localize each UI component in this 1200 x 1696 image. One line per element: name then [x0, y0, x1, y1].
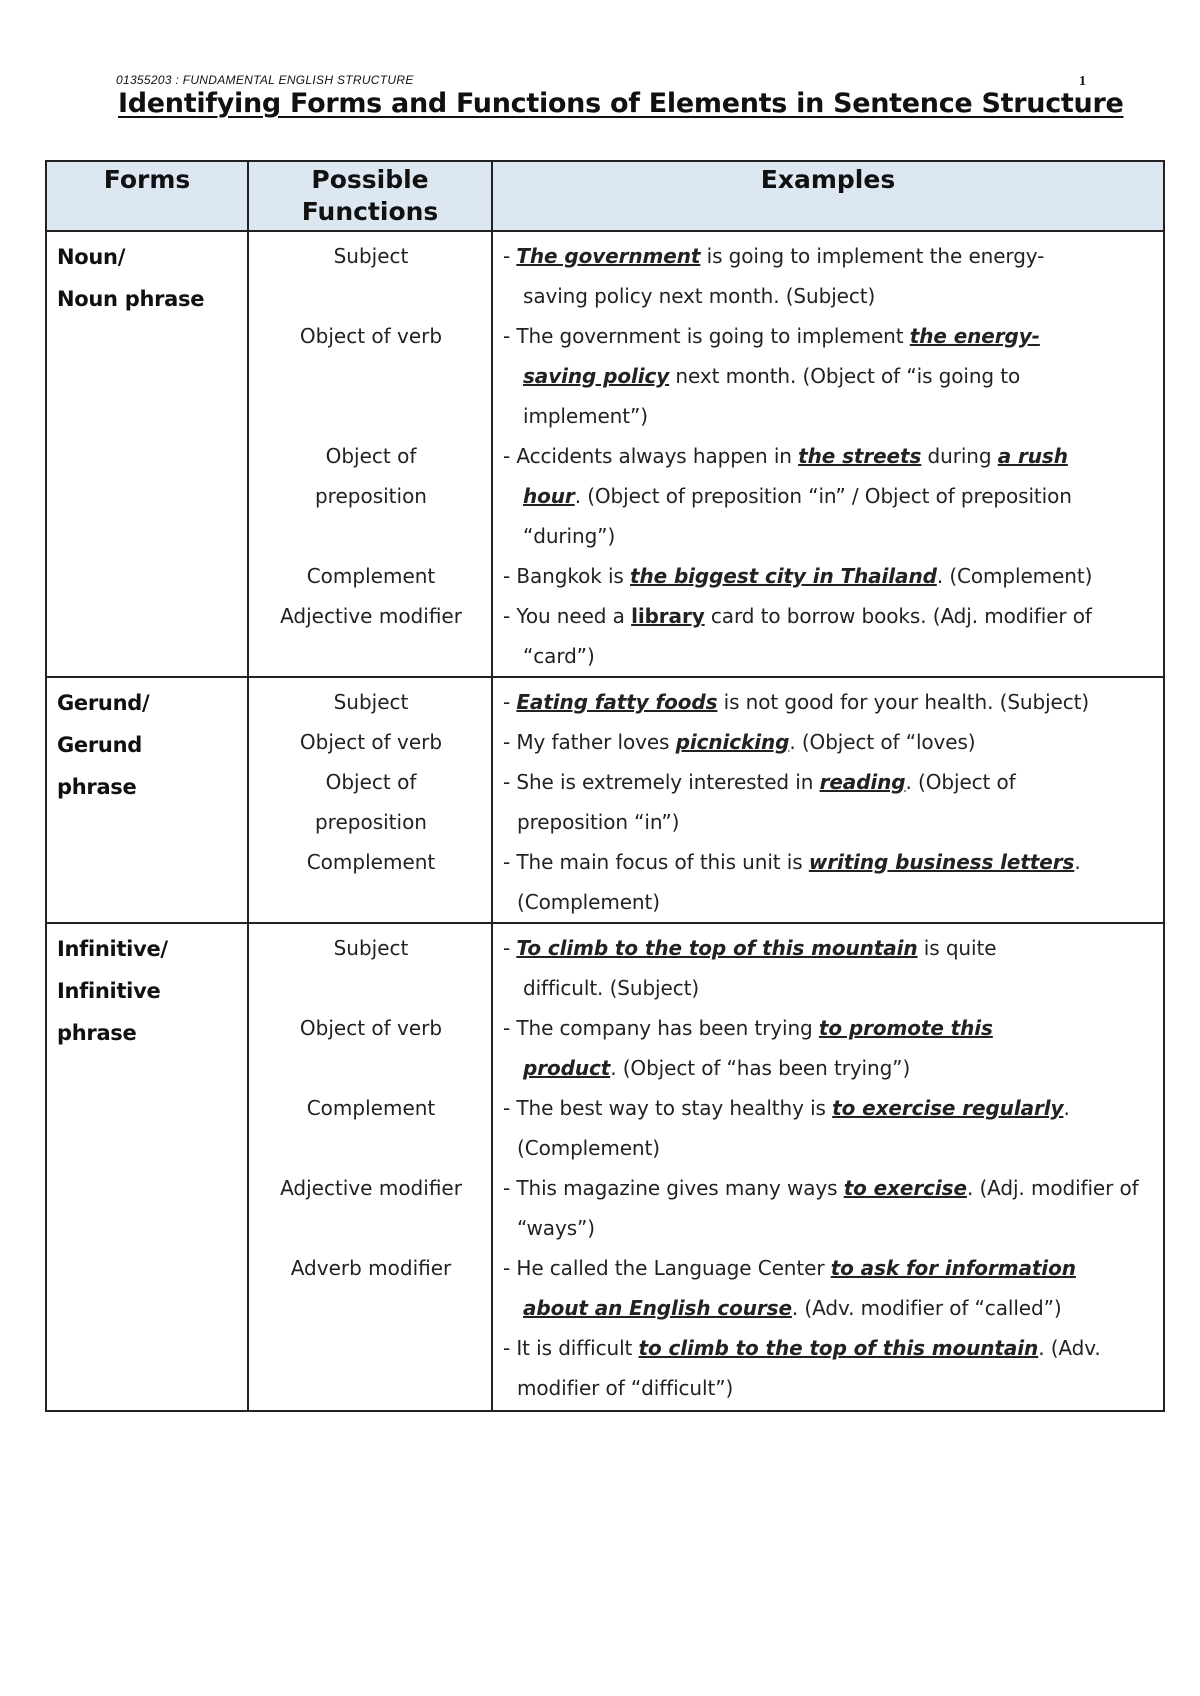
course-header: 01355203 : FUNDAMENTAL ENGLISH STRUCTURE	[116, 73, 414, 87]
example-item: - She is extremely interested in reading. (Object of preposition “in”)	[503, 770, 1016, 834]
form-label: Gerund/ Gerund	[57, 691, 150, 757]
form-label: Infinitive phrase	[57, 979, 161, 1045]
example-item: - The best way to stay healthy is to exercise regularly. (Complement)	[503, 1096, 1070, 1160]
function-label: preposition	[314, 810, 427, 834]
function-label: Subject	[333, 244, 409, 268]
functions-cell	[248, 923, 492, 1411]
example-item: - It is difficult to climb to the top of this mountain. (Adv. modifier of “difficult”)	[503, 1336, 1101, 1400]
page-number: 1	[1079, 74, 1086, 89]
example-item: - Bangkok is the biggest city in Thailand. (Complement)	[503, 564, 1093, 588]
form-cell	[46, 231, 248, 677]
example-highlight: to ask for information	[830, 1256, 1076, 1280]
example-highlight: hour	[523, 484, 575, 508]
function-label: Object of	[325, 444, 417, 468]
function-label: Adjective modifier	[280, 1176, 462, 1200]
table-row-noun	[46, 231, 1164, 677]
example-highlight: product	[523, 1056, 611, 1080]
example-highlight: the streets	[798, 444, 922, 468]
examples-cell	[492, 677, 1164, 923]
example-highlight: to promote this	[818, 1016, 993, 1040]
example-highlight: about an English course	[523, 1296, 792, 1320]
example-item: - This magazine gives many ways to exercise. (Adj. modifier of “ways”)	[503, 1176, 1139, 1240]
example-highlight: The government	[516, 244, 701, 268]
function-label: preposition	[314, 484, 427, 508]
example-item: - My father loves picnicking. (Object of “loves)	[503, 730, 976, 754]
table-row-infinitive	[46, 923, 1164, 1411]
forms-functions-table	[45, 160, 1165, 1412]
example-item: - Eating fatty foods is not good for your health. (Subject)	[503, 690, 1090, 714]
example-item: - The government is going to implement the energy- saving policy next month. (Subject)	[503, 244, 1045, 308]
example-highlight: to climb to the top of this mountain	[638, 1336, 1039, 1360]
function-label: Complement	[306, 564, 436, 588]
function-label: Object of verb	[299, 1016, 443, 1040]
example-highlight: the biggest city in Thailand	[630, 564, 937, 588]
examples-cell	[492, 231, 1164, 677]
function-label: Subject	[333, 690, 409, 714]
examples-cell	[492, 923, 1164, 1411]
example-highlight: to exercise	[843, 1176, 967, 1200]
example-item: - You need a library card to borrow books. (Adj. modifier of “card”)	[503, 604, 1092, 668]
example-item: - To climb to the top of this mountain is quite difficult. (Subject)	[503, 936, 997, 1000]
example-item: - The government is going to implement the energy- saving policy next month. (Object of “is going to implement”)	[503, 324, 1040, 428]
example-item: - He called the Language Center to ask for information about an English course. (Adv. modifier of “called”)	[503, 1256, 1076, 1320]
example-highlight: a rush	[997, 444, 1068, 468]
form-label: phrase	[57, 775, 137, 799]
table-row-gerund	[46, 677, 1164, 923]
form-label: Noun phrase	[57, 287, 205, 311]
header-examples: Examples	[492, 161, 1164, 231]
example-highlight: library	[631, 604, 705, 628]
header-forms: Forms	[46, 161, 248, 231]
function-label: Object of verb	[299, 730, 443, 754]
example-item: - Accidents always happen in the streets during a rush hour. (Object of preposition “in” / Object of preposition “during”)	[503, 444, 1072, 548]
form-cell	[46, 923, 248, 1411]
function-label: Adjective modifier	[280, 604, 462, 628]
example-highlight: to exercise regularly	[832, 1096, 1064, 1120]
example-highlight: writing business letters	[808, 850, 1075, 874]
function-label: Object of	[325, 770, 417, 794]
example-highlight: picnicking	[675, 730, 790, 754]
table-header-row	[46, 161, 1164, 231]
form-label: Noun/	[57, 245, 126, 269]
function-label: Complement	[306, 1096, 436, 1120]
function-label: Object of verb	[299, 324, 443, 348]
function-label: Subject	[333, 936, 409, 960]
example-highlight: Eating fatty foods	[516, 690, 718, 714]
function-label: Complement	[306, 850, 436, 874]
header-functions: Possible Functions	[248, 161, 492, 231]
example-item: - The company has been trying to promote this product. (Object of “has been trying”)	[503, 1016, 993, 1080]
function-label: Adverb modifier	[290, 1256, 452, 1280]
form-cell	[46, 677, 248, 923]
example-highlight: saving policy	[523, 364, 670, 388]
functions-cell	[248, 231, 492, 677]
example-highlight: reading	[819, 770, 906, 794]
functions-cell	[248, 677, 492, 923]
page-title: Identifying Forms and Functions of Elements in Sentence Structure	[118, 88, 1124, 119]
form-label: Infinitive/	[57, 937, 168, 961]
example-item: - The main focus of this unit is writing business letters. (Complement)	[503, 850, 1081, 914]
example-highlight: the energy-	[909, 324, 1040, 348]
example-highlight: To climb to the top of this mountain	[516, 936, 918, 960]
